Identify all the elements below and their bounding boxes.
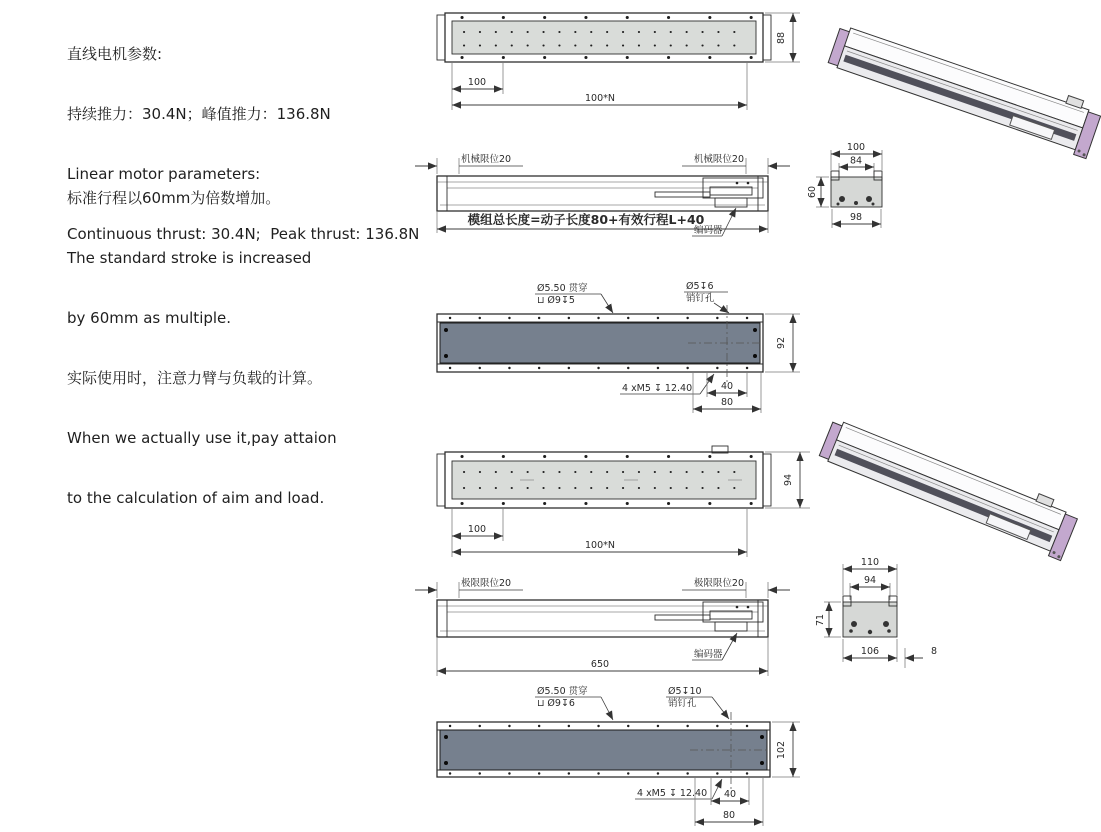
total-length-label: 模组总长度=动子长度80+有效行程L+40: [467, 212, 705, 227]
dim-text: 102: [776, 740, 787, 760]
limit-label: 机械限位20: [693, 154, 744, 165]
module2-top-view: [437, 446, 810, 557]
mount-hole: [851, 621, 857, 627]
end-cap: [437, 15, 445, 60]
note-line: The standard stroke is increased: [67, 249, 312, 267]
mount-hole: [868, 630, 872, 634]
end-cap: [437, 454, 445, 506]
stage-body: [437, 176, 768, 211]
dim-inner-width: [850, 575, 890, 600]
hole: [753, 328, 757, 332]
carriage-hole: [736, 182, 739, 185]
hole: [753, 354, 757, 358]
module1-cross-section: [807, 142, 882, 228]
dim-text: 94: [783, 473, 794, 487]
note-line: 标准行程以60mm为倍数增加。: [67, 189, 281, 207]
dim-text: 80: [722, 810, 736, 821]
dim-height: [807, 177, 829, 207]
note-line: Continuous thrust: 30.4N; Peak thrust: 136.8N: [67, 225, 420, 243]
dim-text: 100*N: [585, 93, 615, 104]
dim-text: 80: [720, 397, 734, 408]
dim-bottom-width: [832, 209, 881, 228]
dim-text: 84: [849, 155, 863, 167]
magnet-plate: [452, 461, 756, 499]
mount-hole: [883, 621, 889, 627]
dim-width-94: [765, 452, 810, 508]
mount-hole: [872, 203, 875, 206]
note-line: 持续推力：30.4N；峰值推力：136.8N: [67, 105, 331, 123]
dim-text: 92: [776, 336, 787, 350]
tap-note: 4 xM5 ↧ 12.40: [622, 383, 693, 394]
dim-offset-8: [905, 646, 937, 668]
note-line: by 60mm as multiple.: [67, 309, 232, 327]
dim-text: 71: [815, 613, 826, 627]
dim-text: 100: [467, 524, 487, 535]
limit-label: 机械限位20: [461, 154, 512, 165]
hole-note: ⊔ Ø9↧5: [537, 295, 575, 306]
dim-text: 98: [849, 212, 863, 223]
note-line: When we actually use it,pay attaion: [67, 429, 337, 447]
magnet-plate: [452, 21, 756, 54]
dim-text: 40: [723, 789, 737, 800]
iso-view-2: [817, 412, 1081, 561]
hole: [760, 761, 764, 765]
counterbore-callout: [535, 685, 613, 720]
hole-note: Ø5↧6: [686, 281, 714, 292]
dim-length-100N: [452, 540, 747, 552]
hole-note: Ø5↧10: [668, 686, 702, 697]
dim-limit-right: [682, 577, 790, 598]
dim-limit-left: [415, 153, 523, 174]
encoder-block: [715, 198, 747, 207]
hole: [444, 735, 448, 739]
note-line: 实际使用时，注意力臂与负载的计算。: [67, 369, 323, 387]
hole-note: 销钉孔: [668, 698, 697, 709]
tap-callout: [620, 374, 714, 394]
hole-note: 销钉孔: [686, 293, 715, 304]
dim-width-102: [772, 722, 800, 777]
stage-body: [437, 600, 768, 637]
iso-view-1: [826, 18, 1101, 159]
dim-length-100N: [452, 93, 747, 105]
module2-cross-section: [815, 557, 937, 668]
hole-note: Ø5.50 贯穿: [537, 686, 588, 697]
carriage-hole: [747, 182, 750, 185]
hole: [444, 328, 448, 332]
dim-text: 100*N: [585, 540, 615, 551]
note-line: Linear motor parameters:: [67, 165, 261, 183]
dim-text: 88: [776, 31, 787, 45]
dim-text: 100: [846, 142, 866, 153]
dim-width-88: [765, 13, 800, 62]
dim-text: 106: [860, 646, 880, 657]
mount-hole: [839, 196, 845, 202]
end-cap: [437, 600, 447, 637]
hole-note: Ø5.50 贯穿: [537, 283, 588, 294]
tap-note: 4 xM5 ↧ 12.40: [637, 788, 708, 799]
carriage-hole: [736, 606, 739, 609]
dim-limit-left: [415, 577, 523, 598]
slider-plate: [655, 192, 710, 197]
end-cap: [763, 454, 771, 506]
end-cap: [437, 176, 447, 211]
mount-hole: [854, 201, 858, 205]
encoder-label: 编码器: [694, 649, 723, 660]
limit-label: 极限限位20: [461, 578, 512, 589]
encoder-label: 编码器: [694, 225, 723, 236]
mount-hole: [837, 203, 840, 206]
dim-text: 110: [860, 557, 880, 568]
limit-label: 极限限位20: [693, 578, 744, 589]
module1-bottom-view: [437, 281, 800, 413]
counterbore-callout: [535, 282, 613, 313]
dim-limit-right: [682, 153, 790, 174]
dim-cb-pitch-80: [695, 777, 763, 826]
dim-text: 650: [590, 659, 610, 670]
pin-hole-callout: [684, 281, 729, 313]
carriage-hole: [747, 606, 750, 609]
dim-text: 60: [807, 185, 818, 199]
note-line: 直线电机参数:: [67, 45, 163, 63]
hole: [760, 735, 764, 739]
note-line: to the calculation of aim and load.: [67, 489, 325, 507]
dim-bottom-width: [843, 639, 897, 662]
dim-text: 100: [467, 77, 487, 88]
encoder-block: [715, 622, 747, 631]
dim-text: 94: [863, 575, 877, 586]
dim-width-92: [765, 314, 800, 372]
dim-inner-width: [839, 156, 874, 176]
hole: [444, 761, 448, 765]
end-cap: [763, 15, 771, 60]
tap-callout: [635, 779, 722, 799]
hole-note: ⊔ Ø9↧6: [537, 698, 575, 709]
mount-hole: [849, 629, 853, 633]
module1-top-view: [437, 13, 800, 110]
mount-hole: [866, 196, 872, 202]
dim-cb-pitch-80: [693, 372, 761, 413]
module2-bottom-view: [437, 685, 800, 826]
module2-side-view: [415, 577, 790, 676]
slider-plate: [655, 615, 710, 620]
mount-hole: [887, 629, 891, 633]
pin-hole-callout: [666, 686, 729, 719]
dim-text: 40: [720, 381, 734, 392]
hole: [444, 354, 448, 358]
dim-height: [815, 602, 841, 637]
dim-text: 8: [930, 646, 938, 657]
module1-side-view: [415, 153, 790, 236]
dim-pin-pitch-40: [711, 777, 749, 805]
